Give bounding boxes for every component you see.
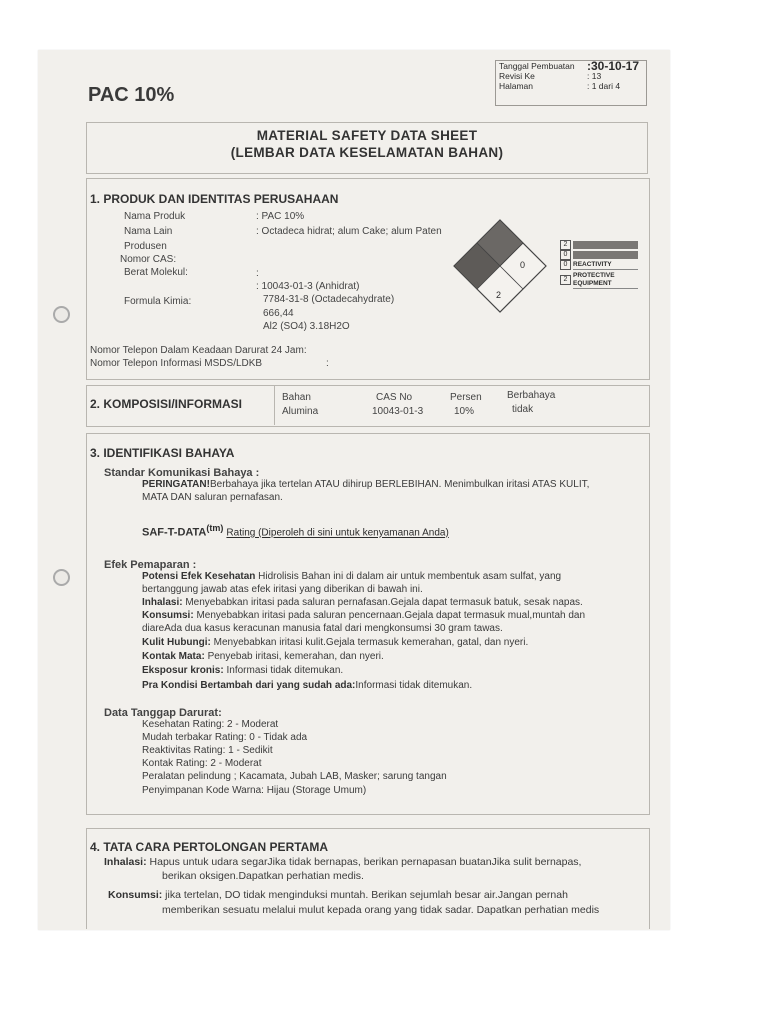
msds-phone-label: Nomor Telepon Informasi MSDS/LDKB: [90, 358, 263, 369]
data-item: Kesehatan Rating: 2 - Moderat: [142, 719, 279, 730]
diamond-special-value: 2: [496, 290, 502, 300]
first-aid-konsumsi-line: [108, 889, 648, 902]
label-produsen: Produsen: [124, 241, 167, 252]
label-nama-lain: Nama Lain: [124, 226, 173, 237]
product-title: PAC 10%: [88, 84, 175, 106]
cell-persen: 10%: [454, 406, 475, 417]
meta-row: [496, 71, 646, 81]
kulit-line: [142, 637, 647, 650]
label-nama-produk: Nama Produk: [124, 211, 186, 222]
first-aid-inhalasi-line: [104, 856, 644, 869]
document-meta-box: [495, 60, 647, 106]
meta-label: Tanggal Pembuatan: [499, 61, 575, 71]
value-cas-octadeca: 7784-31-8 (Octadecahydrate): [263, 294, 395, 305]
document-subtitle: (LEMBAR DATA KESELAMATAN BAHAN): [230, 145, 504, 160]
legend-text: PROTECTIVE EQUIPMENT: [573, 272, 638, 289]
kronis-bold: Eksposur kronis:: [142, 665, 224, 676]
legend-text: REACTIVITY: [573, 260, 638, 270]
label-formula-kimia: Formula Kimia:: [124, 296, 192, 307]
section-1-heading: 1. PRODUK DAN IDENTITAS PERUSAHAAN: [90, 192, 339, 206]
konsumsi-line: [142, 610, 647, 623]
col-berbahaya: Berbahaya: [507, 390, 556, 401]
inhalasi-bold: Inhalasi:: [142, 597, 183, 608]
first-aid-konsumsi-text: jika tertelan, DO tidak menginduksi muntah. Berikan sejumlah besar air.Jangan pernah: [162, 889, 568, 901]
hazard-legend: [560, 240, 638, 290]
first-aid-konsumsi-bold: Konsumsi:: [108, 889, 163, 901]
label-nomor-cas: Nomor CAS:: [120, 254, 177, 265]
potensi-line: [142, 571, 647, 584]
meta-value: : 13: [587, 71, 602, 81]
potensi-text: Hidrolisis Bahan ini di dalam air untuk membentuk asam sulfat, yang: [255, 571, 562, 582]
value-cas-anhidrat: : 10043-01-3 (Anhidrat): [256, 281, 360, 292]
emergency-phone-label: Nomor Telepon Dalam Keadaan Darurat 24 Jam:: [90, 345, 307, 356]
meta-row: [496, 81, 646, 91]
first-aid-inhalasi-line-2: berikan oksigen.Dapatkan perhatian medis.: [162, 870, 364, 882]
first-aid-inhalasi-bold: Inhalasi:: [104, 856, 147, 868]
kontak-mata-text: Penyebab iritasi, kemerahan, dan nyeri.: [204, 651, 384, 662]
pra-kondisi-line: [142, 680, 647, 693]
value-nama-produk: : PAC 10%: [256, 211, 305, 222]
saf-t-data-tm: (tm): [206, 523, 224, 533]
data-item: Kontak Rating: 2 - Moderat: [142, 758, 262, 769]
value-nama-lain: : Octadeca hidrat; alum Cake; alum Paten: [256, 226, 442, 237]
col-persen: Persen: [450, 392, 482, 403]
value-colon: :: [256, 268, 259, 279]
document-title-box: [86, 122, 648, 174]
binder-hole: [53, 306, 70, 323]
col-bahan: Bahan: [282, 392, 311, 403]
warning-line-1: [142, 479, 647, 492]
potensi-line-2: bertanggung jawab atas efek iritasi yang diberikan di bawah ini.: [142, 584, 423, 595]
kronis-line: [142, 665, 647, 678]
section-2-heading: 2. KOMPOSISI/INFORMASI: [90, 397, 243, 411]
saf-t-data-label: SAF-T-DATA: [142, 526, 207, 539]
data-item: Reaktivitas Rating: 1 - Sedikit: [142, 745, 273, 756]
kulit-bold: Kulit Hubungi:: [142, 637, 211, 648]
hazard-diamond: [452, 218, 548, 314]
pra-kondisi-bold: Pra Kondisi Bertambah dari yang sudah ada:: [142, 680, 356, 691]
legend-number: 2: [560, 275, 571, 285]
std-komunikasi-label: Standar Komunikasi Bahaya :: [104, 467, 260, 479]
data-item: Penyimpanan Kode Warna: Hijau (Storage Umum): [142, 785, 367, 796]
data-item: Peralatan pelindung ; Kacamata, Jubah LAB, Masker; sarung tangan: [142, 771, 447, 782]
legend-bar: [573, 251, 638, 259]
warning-text: Berbahaya jika tertelan ATAU dihirup BERLEBIHAN. Menimbulkan iritasi ATAS KULIT,: [209, 479, 590, 490]
meta-value: :30-10-17: [587, 59, 640, 73]
legend-number: 2: [560, 240, 571, 250]
efek-pemaparan-label: Efek Pemaparan :: [104, 559, 197, 571]
label-berat-molekul: Berat Molekul:: [124, 267, 188, 278]
meta-label: Revisi Ke: [499, 71, 535, 81]
data-item: Mudah terbakar Rating: 0 - Tidak ada: [142, 732, 308, 743]
msds-phone-colon: :: [326, 358, 329, 369]
col-cas: CAS No: [376, 392, 413, 403]
kontak-mata-line: [142, 651, 647, 664]
section-3-heading: 3. IDENTIFIKASI BAHAYA: [90, 446, 235, 460]
konsumsi-text: Menyebabkan iritasi pada saluran pencernaan.Gejala dapat termasuk mual,muntah dan: [193, 610, 586, 621]
section-4-heading: 4. TATA CARA PERTOLONGAN PERTAMA: [90, 840, 328, 854]
meta-value: : 1 dari 4: [587, 81, 621, 91]
saf-t-data-rating: Rating (Diperoleh di sini untuk kenyamanan Anda): [226, 527, 449, 539]
binder-hole: [53, 569, 70, 586]
warning-line-2: MATA DAN saluran pernafasan.: [142, 492, 283, 503]
first-aid-inhalasi-text: Hapus untuk udara segarJika tidak bernapas, berikan pernapasan buatanJika sulit bernapas,: [146, 856, 582, 868]
inhalasi-line: [142, 597, 647, 610]
first-aid-konsumsi-line-2: memberikan sesuatu melalui mulut kepada orang yang tidak sadar. Dapatkan perhatian medis: [162, 904, 600, 916]
inhalasi-text: Menyebabkan iritasi pada saluran pernafasan.Gejala dapat termasuk batuk, sesak napas.: [182, 597, 583, 608]
pra-kondisi-text: Informasi tidak ditemukan.: [355, 680, 473, 691]
value-formula: Al2 (SO4) 3.18H2O: [263, 321, 350, 332]
document-title: MATERIAL SAFETY DATA SHEET: [256, 128, 478, 143]
diamond-reactivity-value: 0: [520, 260, 526, 270]
meta-row: [496, 61, 646, 71]
legend-reactivity: [560, 260, 638, 270]
warning-bold: PERINGATAN!: [142, 479, 210, 490]
saf-t-data-line: [142, 523, 449, 539]
legend-flammability: [560, 250, 638, 260]
konsumsi-line-2: diareAda dua kasus keracunan manusia fatal dari mengkonsumsi 30 gram tawas.: [142, 623, 503, 634]
data-tanggap-label: Data Tanggap Darurat:: [104, 707, 222, 719]
meta-label: Halaman: [499, 81, 534, 91]
legend-bar: [573, 241, 638, 249]
legend-health: [560, 240, 638, 250]
konsumsi-bold: Konsumsi:: [142, 610, 194, 621]
cell-berbahaya: tidak: [512, 404, 534, 415]
kronis-text: Informasi tidak ditemukan.: [223, 665, 344, 676]
value-berat-molekul: 666,44: [263, 308, 294, 319]
legend-number: 0: [560, 260, 571, 270]
cell-bahan: Alumina: [282, 406, 319, 417]
legend-protective: [560, 270, 638, 290]
cell-cas: 10043-01-3: [372, 406, 424, 417]
potensi-bold: Potensi Efek Kesehatan: [142, 571, 256, 582]
kontak-mata-bold: Kontak Mata:: [142, 651, 205, 662]
legend-number: 0: [560, 250, 571, 260]
kulit-text: Menyebabkan iritasi kulit.Gejala termasuk kemerahan, gatal, dan nyeri.: [210, 637, 529, 648]
section-2-divider: [274, 385, 275, 425]
